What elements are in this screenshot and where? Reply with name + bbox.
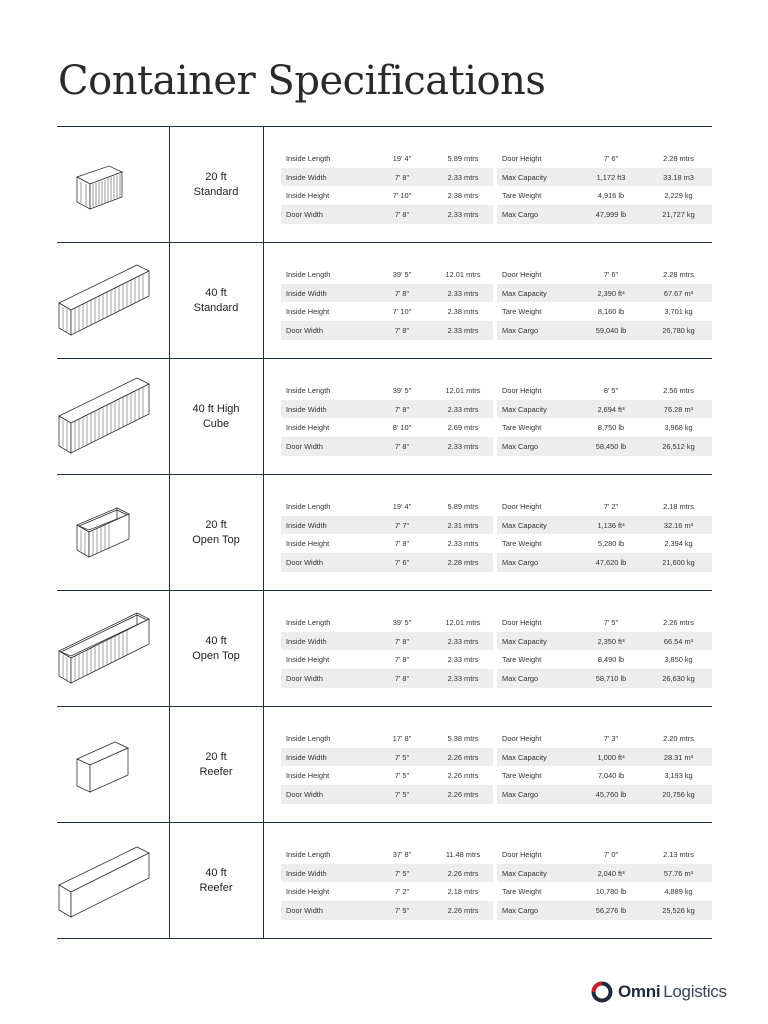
spec-label: Door Width bbox=[286, 209, 323, 219]
spec-label: Inside Length bbox=[286, 617, 331, 627]
spec-value-metric: 26,780 kg bbox=[662, 325, 695, 335]
spec-label: Inside Width bbox=[286, 636, 327, 646]
spec-label: Inside Length bbox=[286, 269, 331, 279]
spec-value-imperial: 8' 10" bbox=[392, 423, 412, 433]
spec-grid-row bbox=[281, 186, 712, 205]
spec-label: Inside Length bbox=[286, 385, 331, 395]
logo-wordmark-strong: Omni bbox=[618, 982, 661, 1001]
container-image-cell bbox=[57, 823, 170, 938]
spec-value-imperial: 7' 8" bbox=[394, 636, 410, 646]
spec-value-metric: 2,394 kg bbox=[664, 539, 693, 549]
container-name: 40 ft High Cube bbox=[192, 402, 240, 430]
spec-value-imperial: 2,350 ft³ bbox=[597, 636, 625, 646]
spec-value-imperial: 7' 8" bbox=[394, 441, 410, 451]
spec-grid bbox=[281, 381, 712, 456]
spec-label: Inside Width bbox=[286, 172, 327, 182]
container-row-20ft-reefer bbox=[57, 707, 712, 823]
spec-value-imperial: 10,780 lb bbox=[595, 887, 627, 897]
spec-label: Door Width bbox=[286, 557, 323, 567]
spec-value-metric: 2.38 mtrs bbox=[447, 307, 479, 317]
spec-label: Door Width bbox=[286, 441, 323, 451]
spec-label: Max Capacity bbox=[502, 288, 547, 298]
container-image-cell bbox=[57, 475, 170, 590]
spec-grid-row bbox=[281, 437, 712, 456]
container-row-20ft-open-top bbox=[57, 475, 712, 591]
spec-grid bbox=[281, 729, 712, 804]
container-name: 40 ft Open Top bbox=[192, 634, 240, 662]
spec-value-imperial: 58,710 lb bbox=[595, 673, 627, 683]
spec-value-imperial: 7' 6" bbox=[603, 269, 619, 279]
spec-value-imperial: 8,750 lb bbox=[597, 423, 625, 433]
spec-value-imperial: 45,760 lb bbox=[595, 789, 627, 799]
spec-value-metric: 2.33 mtrs bbox=[447, 325, 479, 335]
container-row-20ft-standard bbox=[57, 127, 712, 243]
container-name-cell bbox=[169, 243, 264, 358]
spec-value-metric: 2.26 mtrs bbox=[447, 752, 479, 762]
omni-ring-logo-icon bbox=[590, 980, 614, 1004]
spec-label: Door Height bbox=[502, 733, 542, 743]
spec-value-metric: 2.33 mtrs bbox=[447, 673, 479, 683]
spec-value-metric: 4,889 kg bbox=[664, 887, 693, 897]
spec-label: Max Cargo bbox=[502, 789, 539, 799]
spec-value-metric: 12.01 mtrs bbox=[445, 617, 481, 627]
spec-value-metric: 32.16 m³ bbox=[663, 520, 694, 530]
container-name-cell bbox=[169, 359, 264, 474]
spec-grid-row bbox=[281, 901, 712, 920]
spec-value-metric: 2.38 mtrs bbox=[447, 191, 479, 201]
spec-grid-row bbox=[281, 650, 712, 669]
spec-value-metric: 2.33 mtrs bbox=[447, 404, 479, 414]
spec-grid-row bbox=[281, 748, 712, 767]
spec-value-metric: 5.89 mtrs bbox=[447, 153, 479, 163]
spec-label: Tare Weight bbox=[502, 771, 542, 781]
spec-label: Inside Width bbox=[286, 520, 327, 530]
spec-grid-row bbox=[281, 534, 712, 553]
spec-value-imperial: 5,280 lb bbox=[597, 539, 625, 549]
spec-value-metric: 33.18 m3 bbox=[663, 172, 694, 182]
spec-value-metric: 20,756 kg bbox=[662, 789, 695, 799]
spec-label: Tare Weight bbox=[502, 423, 542, 433]
spec-grid-row bbox=[281, 613, 712, 632]
container-row-40ft-open-top bbox=[57, 591, 712, 707]
spec-value-imperial: 8,160 lb bbox=[597, 307, 625, 317]
spec-value-metric: 12.01 mtrs bbox=[445, 269, 481, 279]
spec-value-imperial: 7' 5" bbox=[394, 752, 410, 762]
spec-label: Inside Height bbox=[286, 423, 330, 433]
container-name: 20 ft Reefer bbox=[199, 750, 233, 778]
spec-value-metric: 28.31 m³ bbox=[663, 752, 694, 762]
container-20ft-open-top-icon bbox=[57, 475, 169, 590]
spec-grid-row bbox=[281, 516, 712, 535]
omni-logistics-logo bbox=[590, 978, 727, 1006]
spec-value-metric: 57.76 m³ bbox=[663, 868, 694, 878]
spec-value-imperial: 7' 6" bbox=[603, 153, 619, 163]
spec-label: Tare Weight bbox=[502, 887, 542, 897]
spec-value-imperial: 7' 5" bbox=[394, 868, 410, 878]
spec-grid-row bbox=[281, 265, 712, 284]
spec-label: Max Cargo bbox=[502, 557, 539, 567]
container-name-cell bbox=[169, 127, 264, 242]
spec-label: Max Capacity bbox=[502, 868, 547, 878]
spec-value-imperial: 37' 8" bbox=[392, 849, 412, 859]
spec-label: Max Capacity bbox=[502, 636, 547, 646]
spec-value-imperial: 7' 7" bbox=[394, 520, 410, 530]
spec-grid-row bbox=[281, 669, 712, 688]
spec-value-imperial: 7' 6" bbox=[394, 557, 410, 567]
spec-label: Door Height bbox=[502, 849, 542, 859]
logo-wordmark-light: Logistics bbox=[663, 982, 727, 1001]
spec-grid-row bbox=[281, 785, 712, 804]
spec-label: Max Capacity bbox=[502, 404, 547, 414]
spec-label: Tare Weight bbox=[502, 655, 542, 665]
spec-value-imperial: 7' 5" bbox=[394, 771, 410, 781]
spec-label: Door Height bbox=[502, 617, 542, 627]
container-image-cell bbox=[57, 591, 170, 706]
spec-label: Inside Height bbox=[286, 771, 330, 781]
container-40ft-high-cube-icon bbox=[57, 359, 169, 474]
spec-grid-row bbox=[281, 497, 712, 516]
spec-grid-row bbox=[281, 284, 712, 303]
spec-value-imperial: 17' 8" bbox=[392, 733, 412, 743]
spec-label: Door Height bbox=[502, 385, 542, 395]
spec-label: Inside Height bbox=[286, 887, 330, 897]
container-40ft-reefer-icon bbox=[57, 823, 169, 938]
spec-value-metric: 26,630 kg bbox=[662, 673, 695, 683]
spec-grid-row bbox=[281, 302, 712, 321]
spec-value-imperial: 7' 8" bbox=[394, 288, 410, 298]
spec-label: Door Width bbox=[286, 789, 323, 799]
container-20ft-standard-icon bbox=[57, 127, 169, 242]
spec-value-metric: 11.48 mtrs bbox=[445, 849, 481, 859]
spec-value-imperial: 7,040 lb bbox=[597, 771, 625, 781]
spec-label: Max Cargo bbox=[502, 905, 539, 915]
spec-value-metric: 3,701 kg bbox=[664, 307, 693, 317]
spec-label: Inside Height bbox=[286, 655, 330, 665]
spec-grid-row bbox=[281, 882, 712, 901]
spec-value-metric: 2.31 mtrs bbox=[447, 520, 479, 530]
spec-value-imperial: 47,620 lb bbox=[595, 557, 627, 567]
spec-value-metric: 3,968 kg bbox=[664, 423, 693, 433]
spec-grid bbox=[281, 613, 712, 688]
spec-value-metric: 2.13 mtrs bbox=[663, 849, 694, 859]
spec-value-imperial: 7' 8" bbox=[394, 539, 410, 549]
spec-grid-row bbox=[281, 400, 712, 419]
spec-grid bbox=[281, 265, 712, 340]
spec-value-imperial: 7' 8" bbox=[394, 325, 410, 335]
spec-label: Inside Length bbox=[286, 733, 331, 743]
spec-value-metric: 2.69 mtrs bbox=[447, 423, 479, 433]
spec-value-imperial: 1,000 ft³ bbox=[597, 752, 625, 762]
container-name-cell bbox=[169, 707, 264, 822]
container-name: 40 ft Standard bbox=[193, 286, 239, 314]
spec-value-imperial: 1,136 ft³ bbox=[597, 520, 625, 530]
spec-value-imperial: 7' 10" bbox=[392, 191, 412, 201]
spec-value-imperial: 59,040 lb bbox=[595, 325, 627, 335]
spec-value-metric: 2.28 mtrs bbox=[447, 557, 479, 567]
spec-value-imperial: 8' 5" bbox=[603, 385, 619, 395]
spec-grid bbox=[281, 497, 712, 572]
spec-value-metric: 21,600 kg bbox=[662, 557, 695, 567]
spec-value-metric: 2.26 mtrs bbox=[447, 905, 479, 915]
spec-value-metric: 2.33 mtrs bbox=[447, 288, 479, 298]
spec-label: Tare Weight bbox=[502, 191, 542, 201]
spec-value-metric: 2.26 mtrs bbox=[663, 617, 694, 627]
container-name: 20 ft Open Top bbox=[192, 518, 240, 546]
spec-value-imperial: 7' 8" bbox=[394, 209, 410, 219]
spec-label: Max Cargo bbox=[502, 209, 539, 219]
spec-label: Inside Height bbox=[286, 539, 330, 549]
spec-value-metric: 2.26 mtrs bbox=[447, 868, 479, 878]
spec-value-metric: 67.67 m³ bbox=[663, 288, 694, 298]
container-name-cell bbox=[169, 591, 264, 706]
spec-grid bbox=[281, 845, 712, 920]
container-row-40ft-standard bbox=[57, 243, 712, 359]
spec-value-metric: 21,727 kg bbox=[662, 209, 695, 219]
spec-label: Inside Length bbox=[286, 153, 331, 163]
spec-label: Inside Width bbox=[286, 404, 327, 414]
container-name-cell bbox=[169, 475, 264, 590]
spec-value-imperial: 1,172 ft3 bbox=[596, 172, 626, 182]
spec-value-imperial: 58,450 lb bbox=[595, 441, 627, 451]
spec-value-metric: 2.33 mtrs bbox=[447, 209, 479, 219]
spec-value-metric: 2.33 mtrs bbox=[447, 172, 479, 182]
spec-label: Door Height bbox=[502, 269, 542, 279]
spec-label: Max Capacity bbox=[502, 752, 547, 762]
spec-value-metric: 2.33 mtrs bbox=[447, 655, 479, 665]
spec-value-imperial: 7' 2" bbox=[603, 501, 619, 511]
spec-value-metric: 3,193 kg bbox=[664, 771, 693, 781]
spec-table bbox=[57, 126, 712, 939]
spec-label: Tare Weight bbox=[502, 539, 542, 549]
spec-value-imperial: 7' 2" bbox=[394, 887, 410, 897]
spec-label: Door Height bbox=[502, 153, 542, 163]
spec-value-metric: 2.26 mtrs bbox=[447, 789, 479, 799]
spec-value-metric: 5.38 mtrs bbox=[447, 733, 479, 743]
spec-label: Max Cargo bbox=[502, 673, 539, 683]
container-20ft-reefer-icon bbox=[57, 707, 169, 822]
spec-value-imperial: 2,390 ft³ bbox=[597, 288, 625, 298]
spec-value-metric: 2.33 mtrs bbox=[447, 539, 479, 549]
spec-value-metric: 3,850 kg bbox=[664, 655, 693, 665]
spec-value-metric: 2.18 mtrs bbox=[663, 501, 694, 511]
spec-value-metric: 2.56 mtrs bbox=[663, 385, 694, 395]
spec-label: Inside Length bbox=[286, 501, 331, 511]
spec-grid-row bbox=[281, 632, 712, 651]
spec-value-imperial: 7' 8" bbox=[394, 404, 410, 414]
spec-grid-row bbox=[281, 205, 712, 224]
spec-label: Inside Height bbox=[286, 191, 330, 201]
spec-value-metric: 25,526 kg bbox=[662, 905, 695, 915]
spec-label: Inside Width bbox=[286, 288, 327, 298]
container-image-cell bbox=[57, 707, 170, 822]
spec-label: Tare Weight bbox=[502, 307, 542, 317]
spec-value-metric: 2.33 mtrs bbox=[447, 636, 479, 646]
spec-grid-row bbox=[281, 845, 712, 864]
spec-grid-row bbox=[281, 553, 712, 572]
spec-label: Door Width bbox=[286, 673, 323, 683]
spec-grid-row bbox=[281, 321, 712, 340]
spec-value-metric: 2.18 mtrs bbox=[447, 887, 479, 897]
spec-label: Inside Height bbox=[286, 307, 330, 317]
spec-grid-row bbox=[281, 418, 712, 437]
spec-value-metric: 26,512 kg bbox=[662, 441, 695, 451]
spec-value-imperial: 7' 8" bbox=[394, 655, 410, 665]
spec-label: Inside Width bbox=[286, 752, 327, 762]
spec-label: Inside Length bbox=[286, 849, 331, 859]
spec-value-imperial: 7' 5" bbox=[394, 905, 410, 915]
spec-value-imperial: 7' 5" bbox=[394, 789, 410, 799]
spec-value-imperial: 8,490 lb bbox=[597, 655, 625, 665]
container-row-40ft-high-cube bbox=[57, 359, 712, 475]
spec-grid-row bbox=[281, 149, 712, 168]
spec-label: Max Cargo bbox=[502, 325, 539, 335]
spec-value-imperial: 39' 5" bbox=[392, 269, 412, 279]
spec-value-imperial: 7' 10" bbox=[392, 307, 412, 317]
spec-value-metric: 12.01 mtrs bbox=[445, 385, 481, 395]
spec-value-imperial: 7' 5" bbox=[603, 617, 619, 627]
spec-grid-row bbox=[281, 766, 712, 785]
spec-value-imperial: 39' 5" bbox=[392, 617, 412, 627]
spec-grid-row bbox=[281, 381, 712, 400]
spec-value-imperial: 7' 8" bbox=[394, 673, 410, 683]
spec-label: Door Width bbox=[286, 325, 323, 335]
spec-value-imperial: 4,916 lb bbox=[597, 191, 625, 201]
spec-value-imperial: 19' 4" bbox=[392, 501, 412, 511]
spec-value-imperial: 39' 5" bbox=[392, 385, 412, 395]
spec-label: Max Capacity bbox=[502, 172, 547, 182]
container-name-cell bbox=[169, 823, 264, 938]
container-image-cell bbox=[57, 243, 170, 358]
container-name: 40 ft Reefer bbox=[199, 866, 233, 894]
spec-value-imperial: 7' 0" bbox=[603, 849, 619, 859]
spec-value-metric: 2.28 mtrs bbox=[663, 269, 694, 279]
spec-label: Door Width bbox=[286, 905, 323, 915]
spec-value-imperial: 7' 8" bbox=[394, 172, 410, 182]
container-40ft-open-top-icon bbox=[57, 591, 169, 706]
page-title: Container Specifications bbox=[58, 58, 546, 104]
spec-value-metric: 2.28 mtrs bbox=[663, 153, 694, 163]
spec-value-metric: 2.26 mtrs bbox=[447, 771, 479, 781]
spec-value-metric: 2,229 kg bbox=[664, 191, 693, 201]
spec-value-imperial: 19' 4" bbox=[392, 153, 412, 163]
container-image-cell bbox=[57, 359, 170, 474]
spec-label: Max Cargo bbox=[502, 441, 539, 451]
spec-value-metric: 2.33 mtrs bbox=[447, 441, 479, 451]
spec-value-imperial: 2,694 ft³ bbox=[597, 404, 625, 414]
container-40ft-standard-icon bbox=[57, 243, 169, 358]
spec-value-metric: 2.20 mtrs bbox=[663, 733, 694, 743]
spec-grid-row bbox=[281, 729, 712, 748]
spec-label: Door Height bbox=[502, 501, 542, 511]
spec-value-metric: 5.89 mtrs bbox=[447, 501, 479, 511]
spec-value-imperial: 56,276 lb bbox=[595, 905, 627, 915]
container-image-cell bbox=[57, 127, 170, 242]
spec-value-metric: 76.28 m³ bbox=[663, 404, 694, 414]
container-row-40ft-reefer bbox=[57, 823, 712, 939]
container-name: 20 ft Standard bbox=[193, 170, 239, 198]
spec-label: Inside Width bbox=[286, 868, 327, 878]
spec-grid-row bbox=[281, 864, 712, 883]
spec-value-imperial: 47,999 lb bbox=[595, 209, 627, 219]
spec-grid bbox=[281, 149, 712, 224]
spec-label: Max Capacity bbox=[502, 520, 547, 530]
spec-grid-row bbox=[281, 168, 712, 187]
spec-value-metric: 66.54 m³ bbox=[663, 636, 694, 646]
spec-value-imperial: 2,040 ft³ bbox=[597, 868, 625, 878]
spec-value-imperial: 7' 3" bbox=[603, 733, 619, 743]
